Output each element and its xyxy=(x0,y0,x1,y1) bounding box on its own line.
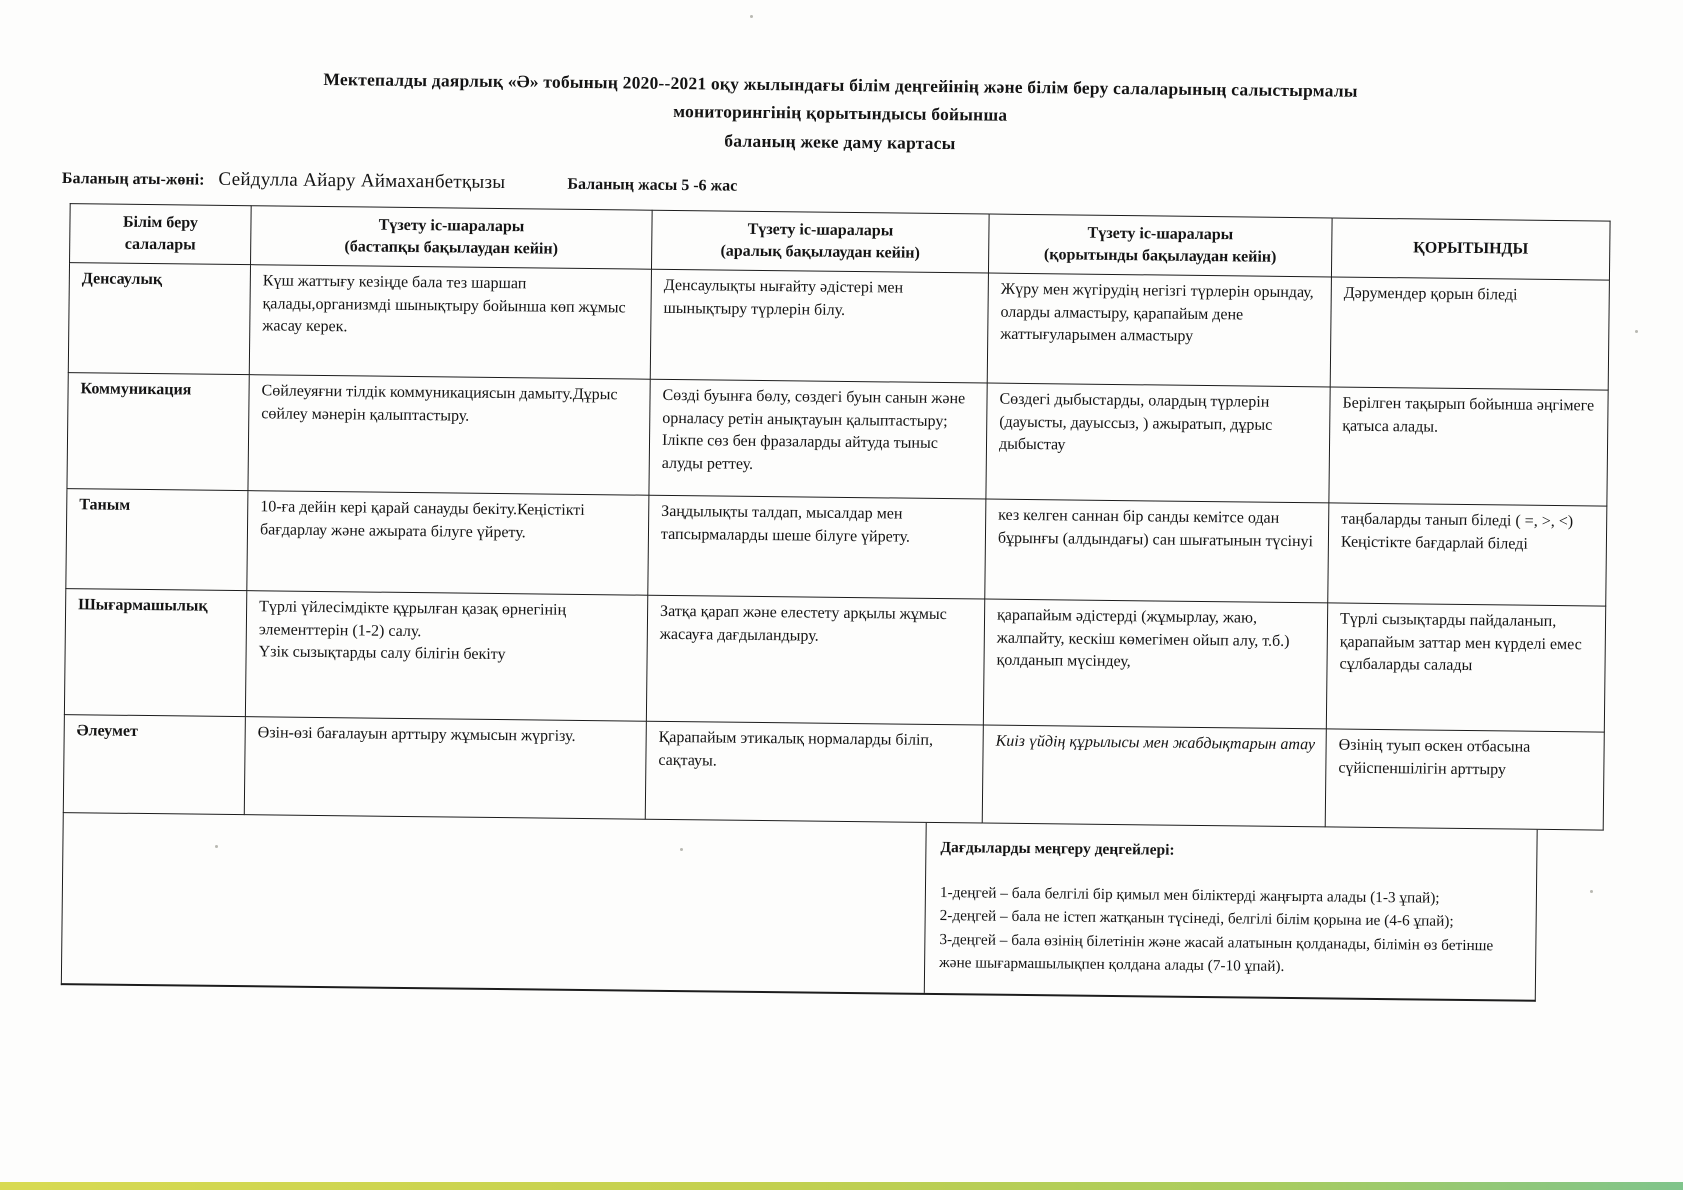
level-1-description: 1-деңгей – бала белгілі бір қимыл мен біліктерді жаңғырта алады (1-3 ұпай); xyxy=(939,884,1440,907)
cell-area-name: Шығармашылық xyxy=(64,589,246,717)
cell-initial-measures: Түрлі үйлесімдікте құрылған қазақ өрнегінің элементтерін (1-2) салу. Үзік сызықтарды салу білігін бекіту xyxy=(245,591,647,722)
cell-interim-measures: Заңдылықты талдап, мысалдар мен тапсырмаларды шеше білуге үйрету. xyxy=(648,495,986,599)
cell-final-measures: Сөздегі дыбыстарды, олардың түрлерін (дауысты, дауыссыз, ) ажыратып, дұрыс дыбыстау xyxy=(986,383,1330,503)
header-initial-measures: Түзету іс-шаралары (бастапқы бақылаудан кейін) xyxy=(251,206,653,270)
cell-interim-measures: Денсаулықты нығайту әдістері мен шынықтыру түрлерін білу. xyxy=(650,269,988,383)
scanner-edge-strip xyxy=(0,1182,1683,1190)
cell-result: Дәрумендер қорын біледі xyxy=(1330,277,1609,390)
header-education-areas: Білім беру салалары xyxy=(70,204,252,265)
document-title xyxy=(58,62,1622,165)
cell-final-measures: қарапайым әдістерді (жұмырлау, жаю, жалпайту, кескіш көмегімен ойып алу, т.б.) қолданып мүсіндеу, xyxy=(983,599,1327,729)
level-3-description: 3-деңгей – бала өзінің білетінін және жасай алатынын қолданады, білімін өз бетінше және шығармашылықпен қолдана алады (7-10 ұпай). xyxy=(939,930,1494,975)
levels-list xyxy=(939,881,1514,981)
title-line-3: баланың жеке даму картасы xyxy=(724,130,956,153)
table-body xyxy=(63,263,1609,830)
title-line-2: мониторингінің қорытындысы бойынша xyxy=(673,101,1008,126)
cell-result: Өзінің туып өскен отбасына сүйіспеншілігін арттыру xyxy=(1325,729,1604,830)
child-age-text: Баланың жасы 5 -6 жас xyxy=(567,175,738,195)
scan-speck xyxy=(1635,330,1638,333)
child-info-line xyxy=(62,167,1681,207)
table-row-aleumet xyxy=(63,715,1604,830)
cell-final-measures: кез келген саннан бір санды кемітсе одан бұрынғы (алдындағы) сан шығатынын түсінуі xyxy=(985,499,1329,603)
cell-initial-measures: 10-ға дейін кері қарай санауды бекіту.Кеңістікті бағдарлау және ажырата білуге үйрету. xyxy=(247,491,649,596)
table-row-densaulyk xyxy=(68,263,1609,390)
child-name-value: Сейдулла Айару Аймаханбетқызы xyxy=(218,168,506,194)
header-interim-measures: Түзету іс-шаралары (аралық бақылаудан кейін) xyxy=(651,210,989,273)
table-row-tanym xyxy=(66,489,1607,606)
cell-initial-measures: Өзін-өзі бағалауын арттыру жұмысын жүргізу. xyxy=(244,717,646,820)
band-empty-cell xyxy=(62,813,927,993)
cell-result: Түрлі сызықтарды пайдаланып, қарапайым заттар мен күрделі емес сұлбаларды салады xyxy=(1326,603,1605,732)
cell-interim-measures: Қарапайым этикалық нормаларды біліп, сақтауы. xyxy=(645,721,983,823)
cell-result: Берілген тақырып бойынша әңгімеге қатыса алады. xyxy=(1329,387,1608,506)
cell-area-name: Таным xyxy=(66,489,248,591)
skill-levels-legend xyxy=(925,823,1537,1000)
title-line-1: Мектепалды даярлық «Ә» тобының 2020--2021 оқу жылындағы білім деңгейінің және білім беру салаларының салыстырмалы xyxy=(323,68,1358,101)
header-result: ҚОРЫТЫНДЫ xyxy=(1331,218,1610,280)
child-name-label: Баланың аты-жөні: xyxy=(61,170,205,189)
cell-interim-measures: Сөзді буынға бөлу, сөздегі буын санын және орналасу ретін анықтауын қалыптастыру; Ілікпе сөз бен фразаларды айтуда тыныс алуды реттеу. xyxy=(649,379,987,499)
cell-area-name: Әлеумет xyxy=(63,715,245,815)
scan-speck xyxy=(750,15,753,18)
level-2-description: 2-деңгей – бала не істеп жатқанын түсінеді, белгілі білім қорына ие (4-6 ұпай); xyxy=(939,907,1454,931)
table-row-kommunikaciya xyxy=(67,373,1608,506)
table-row-shygarmashylyk xyxy=(64,589,1605,732)
scan-speck xyxy=(215,845,218,848)
development-monitoring-table xyxy=(63,203,1611,830)
cell-result: таңбаларды танып біледі ( =, >, <) Кеңістікте бағдарлай біледі xyxy=(1328,503,1607,606)
scan-speck xyxy=(1590,890,1593,893)
cell-initial-measures: Күш жаттығу кезіңде бала тез шаршап қалады,организмді шынықтыру бойынша көп жұмыс жасау керек. xyxy=(249,265,651,380)
header-final-measures: Түзету іс-шаралары (қорытынды бақылаудан кейін) xyxy=(988,214,1332,277)
bottom-band xyxy=(61,813,1538,1002)
cell-area-name: Денсаулық xyxy=(68,263,250,375)
cell-final-measures: Киіз үйдің құрылысы мен жабдықтарын атау xyxy=(982,725,1326,827)
levels-title: Дағдыларды меңгеру деңгейлері: xyxy=(940,839,1175,859)
scan-speck xyxy=(680,848,683,851)
cell-initial-measures: Сөйлеуяғни тілдік коммуникациясын дамыту.Дұрыс сөйлеу мәнерін қалыптастыру. xyxy=(248,375,650,496)
cell-area-name: Коммуникация xyxy=(67,373,249,491)
cell-interim-measures: Затқа қарап және елестету арқылы жұмыс жасауға дағдыландыру. xyxy=(646,595,984,725)
cell-final-measures: Жүру мен жүгірудің негізгі түрлерін орындау, оларды алмастыру, қарапайым дене жаттығуларымен алмастыру xyxy=(987,273,1331,387)
